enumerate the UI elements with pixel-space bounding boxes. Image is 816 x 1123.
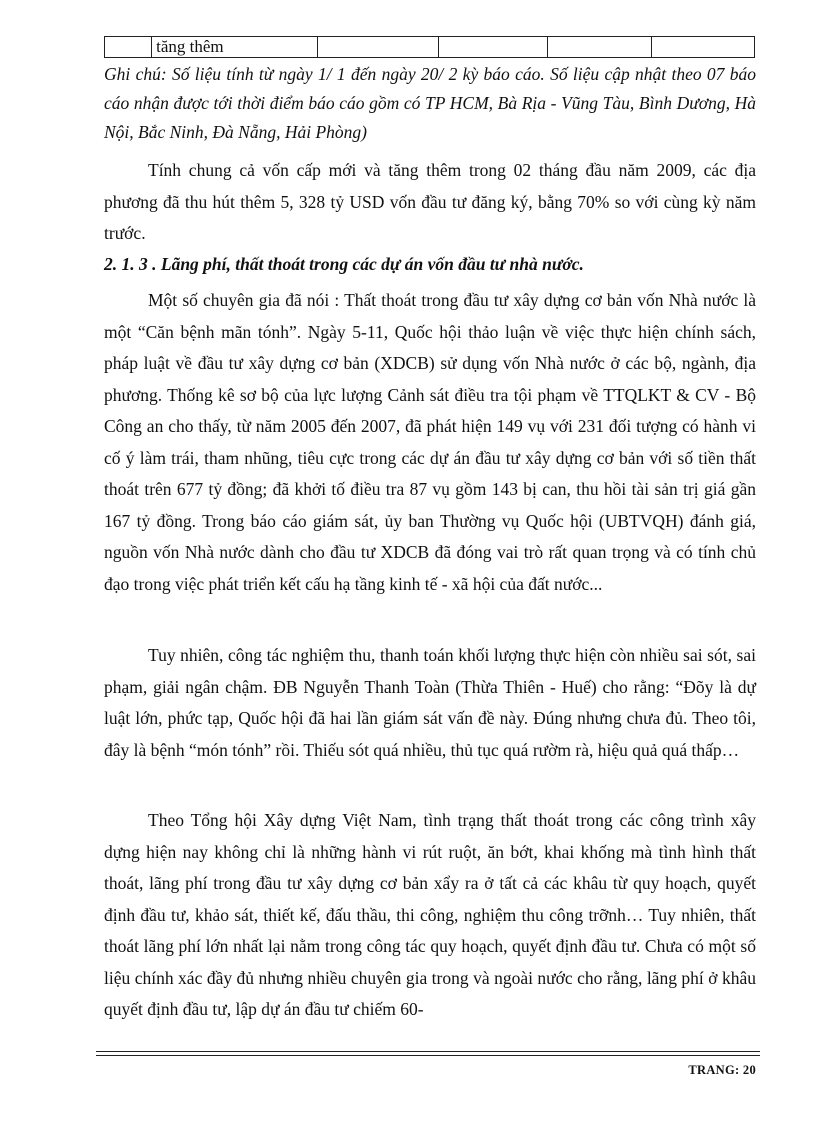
- section-heading: 2. 1. 3 . Lãng phí, thất thoát trong các dự án vốn đầu tư nhà nước.: [104, 254, 584, 274]
- table-cell: [439, 37, 548, 58]
- paragraph-experts: Một số chuyên gia đã nói : Thất thoát trong đầu tư xây dựng cơ bản vốn Nhà nước là một “Căn bệnh mãn tónh”. Ngày 5-11, Quốc hội thảo luận về việc thực hiện chính sách, pháp luật về đầu tư xây dựng cơ bản (XDCB) sử dụng vốn Nhà nước ở các bộ, ngành, địa phương. Thống kê sơ bộ của lực lượng Cảnh sát điều tra tội phạm về TTQLKT & CV - Bộ Công an cho thấy, từ năm 2005 đến 2007, đã phát hiện 149 vụ với 231 đối tượng có hành vi cố ý làm trái, tham nhũng, tiêu cực trong các dự án đầu tư xây dựng cơ bản với số tiền thất thoát trên 677 tỷ đồng; đã khởi tố điều tra 87 vụ gồm 143 bị can, thu hồi tài sản trị giá gần 167 tỷ đồng. Trong báo cáo giám sát, ủy ban Thường vụ Quốc hội (UBTVQH) đánh giá, nguồn vốn Nhà nước dành cho đầu tư XDCB đã đóng vai trò rất quan trọng và có tính chủ đạo trong việc phát triển kết cấu hạ tầng kinh tế - xã hội của đất nước...: [104, 290, 756, 594]
- table-cell: [317, 37, 438, 58]
- paragraph-construction-association: Theo Tổng hội Xây dựng Việt Nam, tình trạng thất thoát trong các công trình xây dựng hiện nay không chỉ là những hành vi rút ruột, ăn bớt, khai khống mà tình hình thất thoát, lãng phí trong đầu tư xây dựng cơ bản xẩy ra ở tất cả các khâu từ quy hoạch, quyết định đầu tư, khảo sát, thiết kế, đấu thầu, thi công, nghiệm thu công trỡnh… Tuy nhiên, thất thoát lãng phí lớn nhất lại nằm trong công tác quy hoạch, quyết định đầu tư. Chưa có một số liệu chính xác đầy đủ nhưng nhiều chuyên gia trong và ngoài nước cho rằng, lãng phí ở khâu quyết định đầu tư, lập dự án đầu tư chiếm 60-: [104, 810, 756, 1019]
- page-number: TRANG: 20: [688, 1063, 756, 1077]
- footer-divider: [96, 1055, 760, 1056]
- table-note: Ghi chú: Số liệu tính từ ngày 1/ 1 đến ngày 20/ 2 kỳ báo cáo. Số liệu cập nhật theo 07 báo cáo nhận được tới thời điểm báo cáo gồm có TP HCM, Bà Rịa - Vũng Tàu, Bình Dương, Hà Nội, Bắc Ninh, Đà Nẵng, Hải Phòng): [104, 64, 756, 142]
- table-cell: [651, 37, 754, 58]
- paragraph-acceptance: Tuy nhiên, công tác nghiệm thu, thanh toán khối lượng thực hiện còn nhiều sai sót, sai phạm, giải ngân chậm. ĐB Nguyễn Thanh Toàn (Thừa Thiên - Huế) cho rằng: “Đõy là dự luật lớn, phức tạp, Quốc hội đã hai lần giám sát vấn đề này. Đúng nhưng chưa đủ. Theo tôi, đây là bệnh “món tónh” rồi. Thiếu sót quá nhiều, thủ tục quá rườm rà, hiệu quả quá thấp…: [104, 645, 756, 760]
- data-table: [104, 36, 755, 58]
- table-cell: [105, 37, 152, 58]
- paragraph-capital-summary: Tính chung cả vốn cấp mới và tăng thêm trong 02 tháng đầu năm 2009, các địa phương đã thu hút thêm 5, 328 tỷ USD vốn đầu tư đăng ký, bằng 70% so với cùng kỳ năm trước.: [104, 160, 756, 243]
- table-cell: tăng thêm: [152, 37, 318, 58]
- table-cell: [548, 37, 651, 58]
- table-row: [105, 37, 755, 58]
- footer-divider: [96, 1051, 760, 1052]
